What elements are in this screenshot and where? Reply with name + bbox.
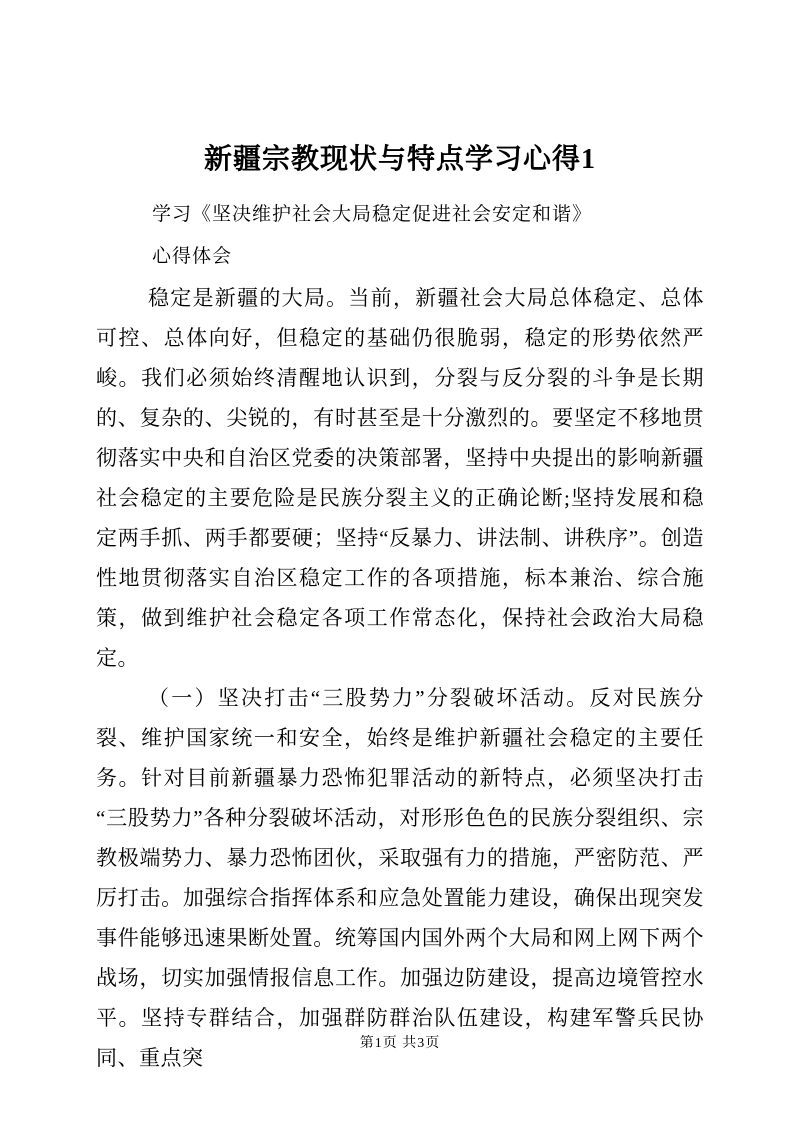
document-title: 新疆宗教现状与特点学习心得1 — [203, 144, 596, 175]
page-footer — [0, 1034, 800, 1054]
paragraph-section-one: （一）坚决打击“三股势力”分裂破坏活动。反对民族分裂、维护国家统一和安全，始终是维护新疆社会稳定的主要任务。针对目前新疆暴力恐怖犯罪活动的新特点，必须坚决打击“三股势力”各种分裂破坏活动，对形形色色的民族分裂组织、宗教极端势力、暴力恐怖团伙，采取强有力的措施，严密防范、严厉打击。加强综合指挥体系和应急处置能力建设，确保出现突发事件能够迅速果断处置。统筹国内国外两个大局和网上网下两个战场，切实加强情报信息工作。加强边防建设，提高边境管控水平。坚持专群结合，加强群防群治队伍建设，构建军警兵民协同、重点突 — [96, 686, 704, 1070]
subtitle-line-reflection: 心得体会 — [152, 246, 233, 267]
page-number-label: 第1页 共3页 — [359, 1036, 441, 1051]
subtitle-line-study: 学习《坚决维护社会大局稳定促进社会安定和谐》 — [152, 204, 593, 225]
paragraph-stability-overview: 稳定是新疆的大局。当前，新疆社会大局总体稳定、总体可控、总体向好，但稳定的基础仍很脆弱，稳定的形势依然严峻。我们必须始终清醒地认识到，分裂与反分裂的斗争是长期的、复杂的、尖锐的，有时甚至是十分激烈的。要坚定不移地贯彻落实中央和自治区党委的决策部署，坚持中央提出的影响新疆社会稳定的主要危险是民族分裂主义的正确论断;坚持发展和稳定两手抓、两手都要硬；坚持“反暴力、讲法制、讲秩序”。创造性地贯彻落实自治区稳定工作的各项措施，标本兼治、综合施策，做到维护社会稳定各项工作常态化，保持社会政治大局稳定。 — [96, 286, 704, 670]
